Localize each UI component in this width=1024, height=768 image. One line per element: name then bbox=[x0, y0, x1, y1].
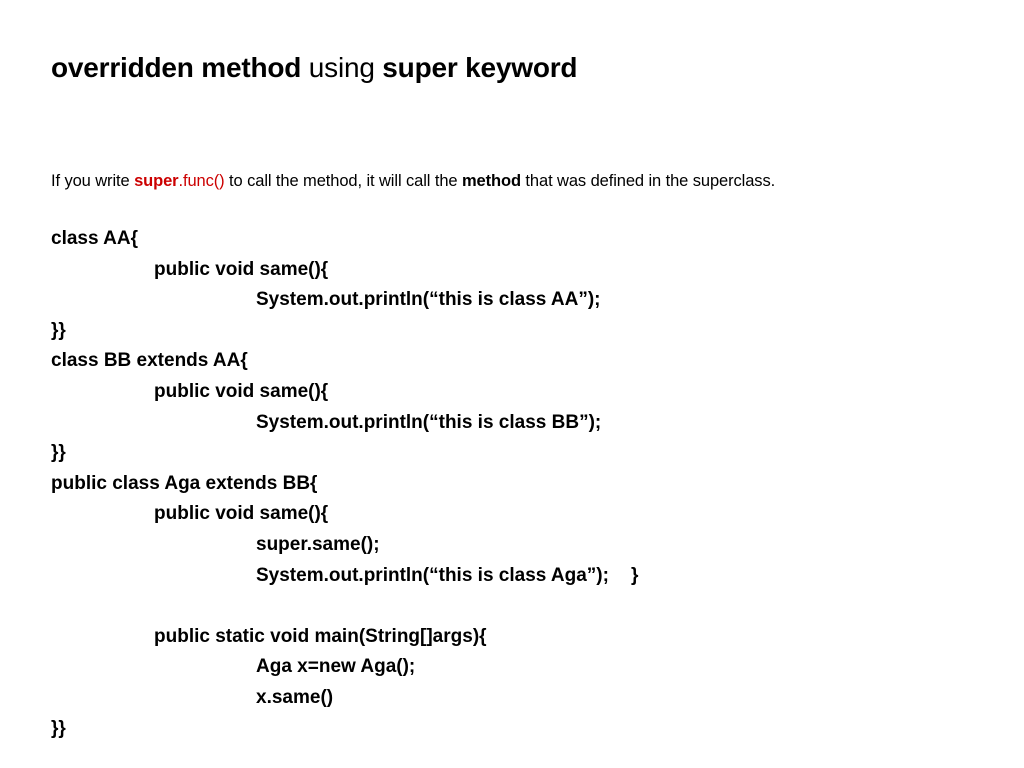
code-line: }} bbox=[51, 319, 66, 341]
code-line: public void same(){ bbox=[154, 380, 329, 402]
func-call: .func() bbox=[178, 172, 225, 190]
intro-text-2: to call the method, it will call the bbox=[224, 172, 462, 190]
code-line-text: System.out.println(“this is class Aga”); bbox=[256, 564, 609, 586]
title-plain-part: using bbox=[301, 52, 383, 83]
code-line: public static void main(String[]args){ bbox=[154, 625, 487, 647]
code-line: class AA{ bbox=[51, 228, 138, 249]
code-line: Aga x=new Aga(); bbox=[256, 656, 416, 678]
intro-text-3: that was defined in the superclass. bbox=[520, 172, 776, 190]
code-line: System.out.println(“this is class AA”); bbox=[256, 289, 601, 311]
title-bold-part-1: overridden method bbox=[51, 52, 302, 83]
code-line: System.out.println(“this is class BB”); bbox=[256, 411, 602, 433]
code-line: public void same(){ bbox=[154, 258, 329, 280]
intro-sentence bbox=[51, 172, 775, 191]
code-line: x.same() bbox=[256, 686, 334, 708]
code-line: public void same(){ bbox=[154, 503, 329, 525]
super-word: super bbox=[134, 172, 179, 190]
code-line: super.same(); bbox=[256, 533, 380, 555]
code-line: }} bbox=[51, 717, 66, 739]
slide-title bbox=[51, 52, 577, 84]
code-line-with-brace bbox=[51, 561, 638, 592]
code-blank-line bbox=[51, 591, 638, 622]
code-line: class BB extends AA{ bbox=[51, 350, 248, 372]
method-word: method bbox=[461, 172, 521, 190]
code-block bbox=[51, 224, 638, 744]
title-bold-part-2: super keyword bbox=[382, 52, 578, 83]
code-line: public class Aga extends BB{ bbox=[51, 472, 318, 494]
intro-text-1: If you write bbox=[51, 172, 135, 190]
closing-brace: } bbox=[630, 564, 639, 586]
super-func-keyword bbox=[134, 172, 225, 190]
code-line: }} bbox=[51, 442, 66, 464]
